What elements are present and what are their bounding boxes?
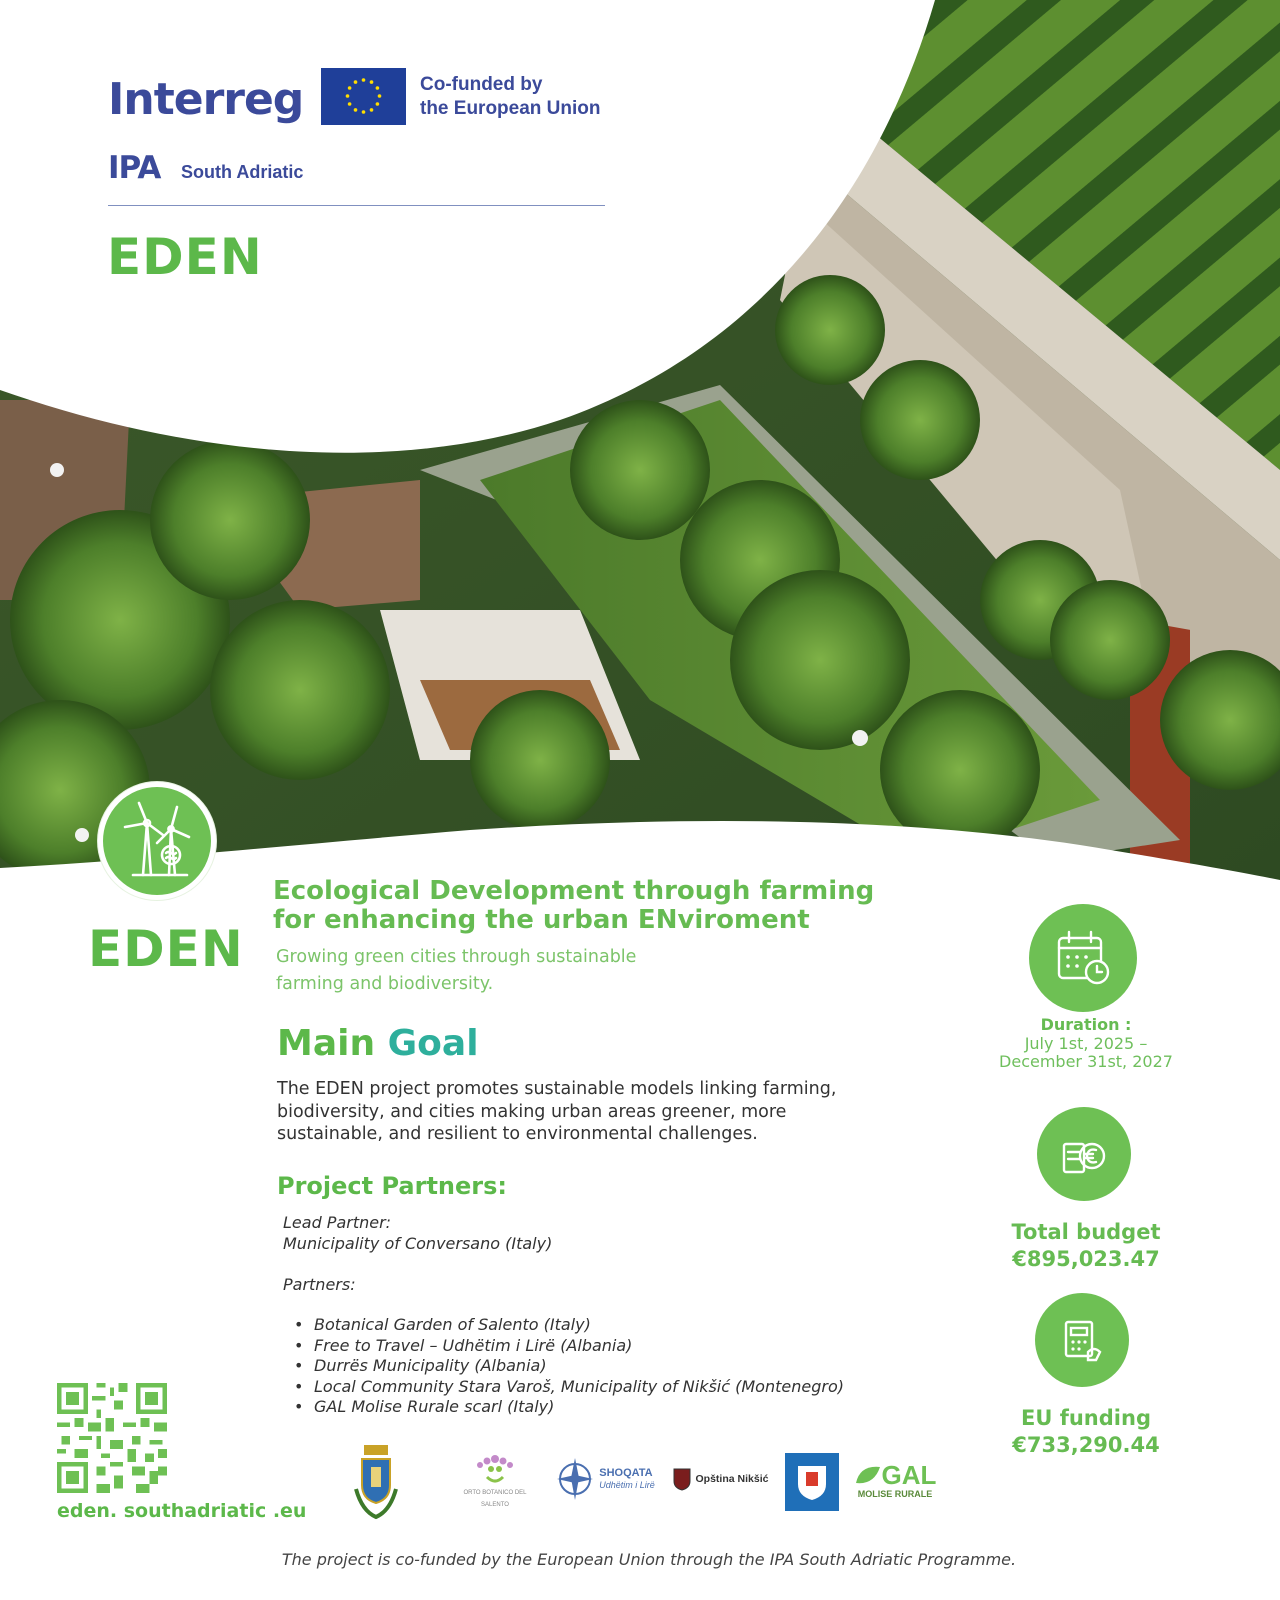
list-item: • Local Community Stara Varoš, Municipality of Nikšić (Montenegro) [294,1377,844,1398]
project-partners-heading: Project Partners: [277,1172,508,1200]
wind-turbine-icon [98,782,216,900]
duration-label: Duration : [1040,1015,1132,1034]
botanical-garden-logo: ORTO BOTANICO DEL SALENTO [450,1445,540,1513]
niksic-municipality-logo: Opština Nikšić [670,1467,770,1491]
qr-code[interactable] [57,1383,167,1493]
calendar-clock-icon [1029,904,1137,1012]
list-item: • Botanical Garden of Salento (Italy) [294,1315,844,1336]
lead-partner-label: Lead Partner: [283,1213,392,1232]
funding-footnote: The project is co-funded by the European Union through the IPA South Adriatic Programme. [281,1550,1017,1569]
total-budget: Total budget €895,023.47 [1011,1220,1161,1271]
project-acronym: EDEN [88,920,244,978]
list-item: • Durrës Municipality (Albania) [294,1356,844,1377]
main-goal-text: The EDEN project promotes sustainable models linking farming, biodiversity, and cities making urban areas greener, more sustainable, and resilient to environmental challenges. [277,1079,837,1144]
main-goal-heading: Main Goal [277,1023,479,1064]
partners-label: Partners: [283,1275,356,1294]
ipa-region: South Adriatic [181,162,304,182]
shoqata-logo: SHOQATA Udhëtim i Lirë [550,1451,660,1507]
eu-flag-icon [321,68,406,125]
partner-list [294,1315,844,1418]
partner-logos [350,1443,950,1523]
duration-value: July 1st, 2025 – December 31st, 2027 [999,1034,1173,1071]
list-item: • GAL Molise Rurale scarl (Italy) [294,1397,844,1418]
project-tagline: Growing green cities through sustainable farming and biodiversity. [276,947,637,994]
cofunded-text: Co-funded by the European Union [420,74,601,119]
budget-euro-icon [1037,1107,1131,1201]
gal-molise-logo: GAL MOLISE RURALE [850,1457,940,1505]
header-divider [108,205,605,206]
project-website-link[interactable]: eden. southadriatic .eu [57,1500,307,1522]
eu-funding: EU funding €733,290.44 [1012,1406,1160,1457]
conversano-coat-of-arms-icon [352,1443,400,1531]
ipa-mark: IPA [108,150,161,186]
stara-varos-logo [785,1453,839,1511]
eu-funding-icon [1035,1293,1129,1387]
list-item: • Free to Travel – Udhëtim i Lirë (Albania) [294,1336,844,1357]
lead-partner-name: Municipality of Conversano (Italy) [283,1234,553,1253]
project-title: Ecological Development through farming for enhancing the urban ENviroment [273,876,875,935]
project-acronym-header: EDEN [107,228,263,286]
interreg-logo: Interreg [108,74,304,125]
